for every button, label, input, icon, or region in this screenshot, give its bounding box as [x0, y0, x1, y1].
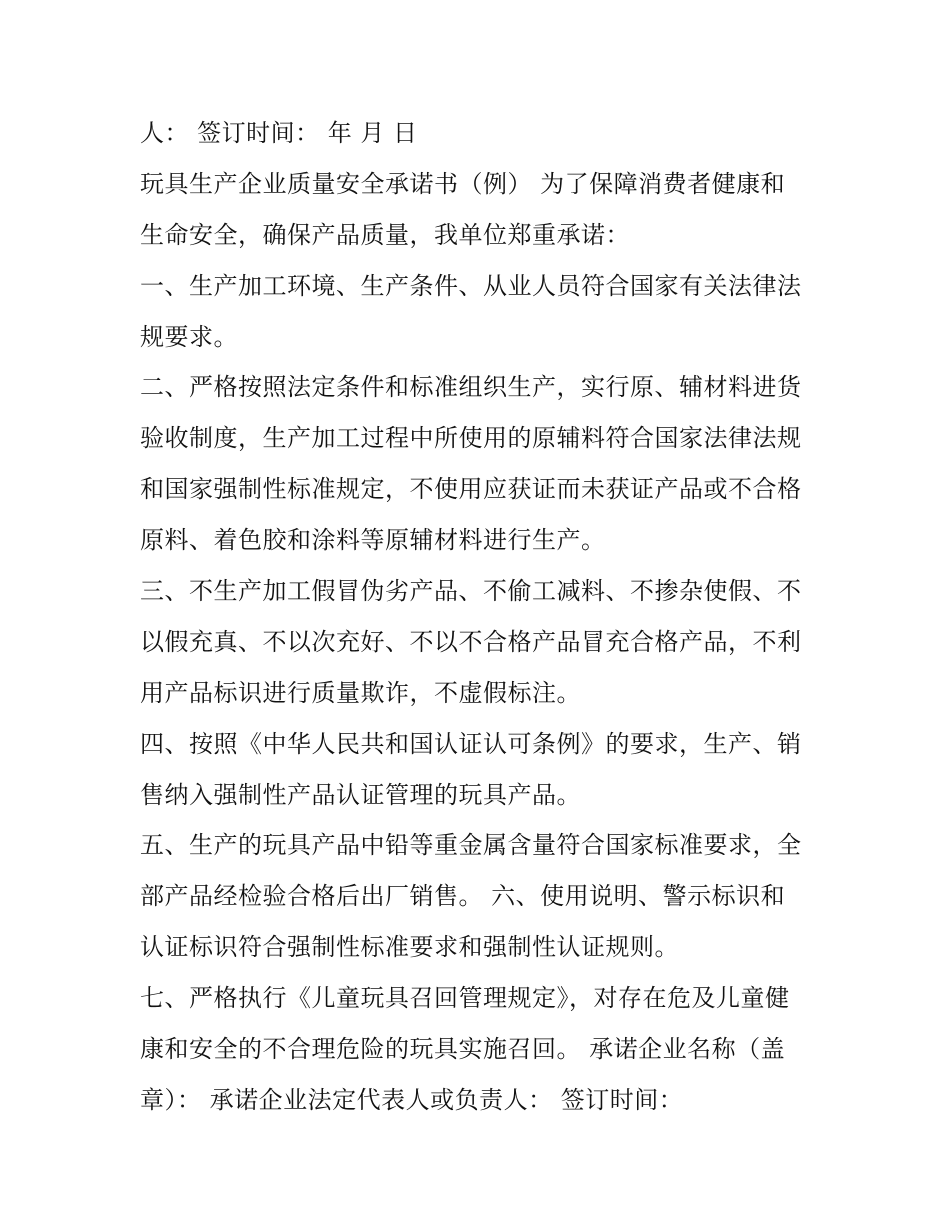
text-line: 认证标识符合强制性标准要求和强制性认证规则。: [140, 933, 679, 962]
text-line: 一、生产加工环境、生产条件、从业人员符合国家有关法律法: [140, 271, 802, 300]
text-line: 玩具生产企业质量安全承诺书（例） 为了保障消费者健康和: [140, 169, 786, 198]
text-line: 二、严格按照法定条件和标准组织生产，实行原、辅材料进货: [140, 373, 802, 402]
text-line: 七、严格执行《儿童玩具召回管理规定》，对存在危及儿童健: [140, 984, 790, 1013]
text-line: 原料、着色胶和涂料等原辅材料进行生产。: [140, 526, 606, 555]
text-line: 康和安全的不合理危险的玩具实施召回。 承诺企业名称（盖: [140, 1035, 786, 1064]
text-line: 和国家强制性标准规定，不使用应获证而未获证产品或不合格: [140, 475, 802, 504]
text-line: 章）： 承诺企业法定代表人或负责人： 签订时间：: [140, 1085, 684, 1114]
text-line: 部产品经检验合格后出厂销售。 六、使用说明、警示标识和: [140, 882, 786, 911]
text-line: 验收制度，生产加工过程中所使用的原辅料符合国家法律法规: [140, 424, 802, 453]
text-line: 三、不生产加工假冒伪劣产品、不偷工减料、不掺杂使假、不: [140, 577, 802, 606]
text-line: 五、生产的玩具产品中铅等重金属含量符合国家标准要求，全: [140, 831, 802, 860]
text-line: 规要求。: [140, 322, 238, 351]
text-line: 售纳入强制性产品认证管理的玩具产品。: [140, 780, 581, 809]
text-line: 生命安全，确保产品质量，我单位郑重承诺：: [140, 220, 630, 249]
text-line: 四、按照《中华人民共和国认证认可条例》的要求，生产、销: [140, 729, 802, 758]
text-line: 人： 签订时间： 年 月 日: [140, 119, 418, 147]
document-body: [140, 108, 830, 1126]
text-line: 以假充真、不以次充好、不以不合格产品冒充合格产品，不利: [140, 627, 802, 656]
text-line: 用产品标识进行质量欺诈，不虚假标注。: [140, 678, 581, 707]
